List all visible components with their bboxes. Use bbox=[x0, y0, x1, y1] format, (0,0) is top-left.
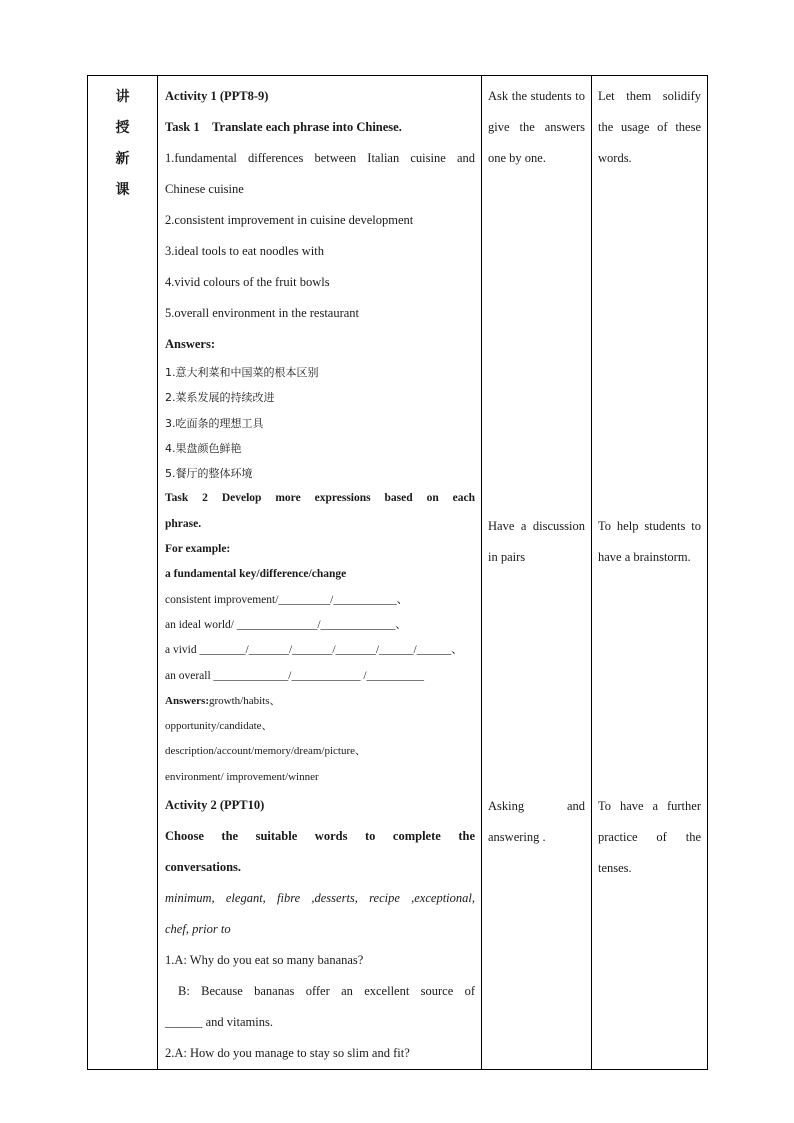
answer-3: 3.吃面条的理想工具 bbox=[165, 416, 264, 430]
answers-label: Answers: bbox=[165, 337, 215, 351]
teacher-activity-cell bbox=[482, 76, 592, 1070]
activity1-title: Activity 1 (PPT8-9) bbox=[165, 89, 269, 103]
phrase-1-cont: Chinese cuisine bbox=[165, 182, 244, 196]
task2-answer-2: opportunity/candidate、 bbox=[165, 720, 273, 733]
answer-4: 4.果盘颜色鲜艳 bbox=[165, 441, 242, 455]
section-char-1: 讲 bbox=[115, 89, 130, 105]
question-1-b: B: Because bananas offer an excellent source of bbox=[178, 984, 475, 999]
purpose-note-3: To have a further practice of the tenses. bbox=[598, 799, 701, 875]
purpose-cell bbox=[592, 76, 708, 1070]
teacher-note-2: Have a discussion in pairs bbox=[488, 519, 585, 564]
phrase-3: 3.ideal tools to eat noodles with bbox=[165, 244, 325, 258]
answer-2: 2.菜系发展的持续改进 bbox=[165, 391, 275, 405]
section-label-cell bbox=[88, 76, 158, 1070]
question-2-a: 2.A: How do you manage to stay so slim and fit? bbox=[165, 1046, 410, 1061]
teacher-note-3: Asking and answering . bbox=[488, 799, 585, 844]
answer-1: 1.意大利菜和中国菜的根本区别 bbox=[165, 366, 319, 379]
fill-line-2: an ideal world/ ______________/_____________、 bbox=[165, 618, 407, 631]
fill-line-3: a vivid ________/_______/_______/_______/______/______、 bbox=[165, 644, 463, 657]
teacher-note-1: Ask the students to give the answers one by one. bbox=[488, 89, 585, 165]
activity2-title: Activity 2 (PPT10) bbox=[165, 798, 265, 813]
example-label: For example: bbox=[165, 543, 231, 556]
word-bank-cont: chef, prior to bbox=[165, 922, 231, 937]
task2-answer-3: description/account/memory/dream/picture、 bbox=[165, 745, 366, 758]
lesson-plan-table bbox=[87, 75, 708, 1070]
question-1-b-cont: ______ and vitamins. bbox=[165, 1015, 273, 1030]
section-char-3: 新 bbox=[115, 151, 130, 167]
question-1-a: 1.A: Why do you eat so many bananas? bbox=[165, 953, 364, 968]
task2-heading: Task 2 Develop more expressions based on each bbox=[165, 492, 475, 505]
task1-label: Task 1 bbox=[165, 120, 200, 134]
answer-5: 5.餐厅的整体环境 bbox=[165, 467, 253, 481]
purpose-note-1: Let them solidify the usage of these words. bbox=[598, 89, 701, 165]
task2-answers-1 bbox=[165, 689, 475, 714]
task1-text: Translate each phrase into Chinese. bbox=[212, 120, 402, 134]
phrase-4: 4.vivid colours of the fruit bowls bbox=[165, 275, 330, 289]
task2-answers-label: Answers: bbox=[165, 694, 209, 707]
phrase-1: 1.fundamental differences between Italian cuisine and bbox=[165, 151, 475, 165]
task2-heading-cont: phrase. bbox=[165, 517, 202, 530]
phrase-5: 5.overall environment in the restaurant bbox=[165, 306, 360, 320]
section-char-2: 授 bbox=[115, 120, 130, 136]
phrase-2: 2.consistent improvement in cuisine development bbox=[165, 213, 414, 227]
teaching-content-cell bbox=[158, 76, 482, 1070]
section-char-4: 课 bbox=[115, 182, 130, 198]
activity2-instruction: Choose the suitable words to complete the bbox=[165, 829, 475, 844]
task2-answer-1: growth/habits、 bbox=[209, 694, 281, 707]
fill-line-4: an overall _____________/____________ /__________ bbox=[165, 669, 425, 682]
word-bank: minimum, elegant, fibre ,desserts, recipe ,exceptional, bbox=[165, 891, 475, 906]
example-text: a fundamental key/difference/change bbox=[165, 568, 347, 581]
task2-answer-4: environment/ improvement/winner bbox=[165, 770, 319, 783]
purpose-note-2: To help students to have a brainstorm. bbox=[598, 519, 701, 564]
task1-heading bbox=[165, 112, 475, 143]
fill-line-1: consistent improvement/_________/___________、 bbox=[165, 593, 409, 606]
activity2-instruction-cont: conversations. bbox=[165, 860, 242, 875]
